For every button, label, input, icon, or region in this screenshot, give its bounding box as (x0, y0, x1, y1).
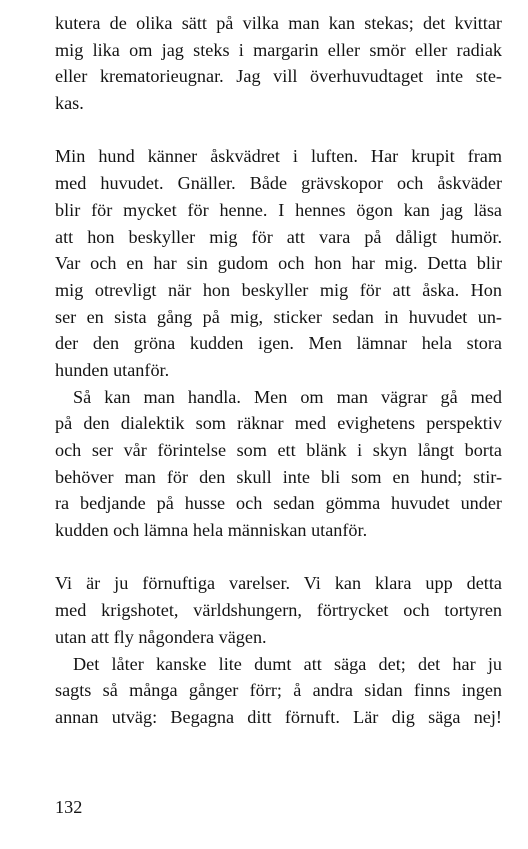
paragraph-5 (55, 651, 502, 731)
text-line: kutera de olika sätt på vilka man kan stekas; det kvittar (55, 13, 502, 33)
page-body (55, 10, 502, 731)
text-line: mig otrevligt när hon beskyller mig för att åska. Hon (55, 279, 502, 300)
text-line: hunden utanför. (55, 359, 170, 380)
text-line: mig lika om jag steks i margarin eller smör eller radiak (55, 39, 502, 60)
paragraph-4 (55, 570, 502, 650)
text-line: på den dialektik som räknar med evighetens perspektiv (55, 413, 502, 434)
text-line: att hon beskyller mig för att vara på dåligt humör. (55, 226, 502, 247)
text-line: Det låter kanske lite dumt att säga det; det har ju (73, 653, 502, 674)
paragraph-2 (55, 143, 502, 383)
text-line: ra bedjande på husse och sedan gömma huvudet under (55, 493, 502, 514)
text-line: ser en sista gång på mig, sticker sedan in huvudet un- (55, 306, 502, 327)
text-line: och ser vår förintelse som ett blänk i skyn långt borta (55, 440, 502, 460)
text-line: sagts så många gånger förr; å andra sidan finns ingen (55, 680, 502, 701)
text-line: Så kan man handla. Men om man vägrar gå med (73, 386, 502, 407)
text-line: kudden och lämna hela människan utanför. (55, 520, 368, 541)
text-line: der den gröna kudden igen. Men lämnar hela stora (55, 333, 502, 354)
paragraph-3 (55, 384, 502, 544)
text-line: Vi är ju förnuftiga varelser. Vi kan klara upp detta (55, 573, 502, 594)
text-line: med krigshotet, världshungern, förtrycket och tortyren (55, 600, 502, 621)
paragraph-spacer (55, 544, 502, 571)
text-line: med huvudet. Gnäller. Både grävskopor och åskväder (55, 173, 502, 194)
text-line: kas. (55, 93, 84, 114)
text-line: annan utväg: Begagna ditt förnuft. Lär dig säga nej! (55, 706, 502, 727)
text-line: behöver man för den skull inte bli som en hund; stir- (55, 466, 502, 487)
text-line: Var och en har sin gudom och hon har mig. Detta blir (55, 253, 502, 274)
paragraph-spacer (55, 117, 502, 144)
text-line: Min hund känner åskvädret i luften. Har krupit fram (55, 146, 502, 167)
text-line: blir för mycket för henne. I hennes ögon kan jag läsa (55, 199, 502, 220)
text-line: eller krematorieugnar. Jag vill överhuvudtaget inte ste- (55, 66, 502, 87)
text-line: utan att fly någondera vägen. (55, 626, 267, 647)
paragraph-1 (55, 10, 502, 117)
page-number: 132 (55, 797, 83, 817)
